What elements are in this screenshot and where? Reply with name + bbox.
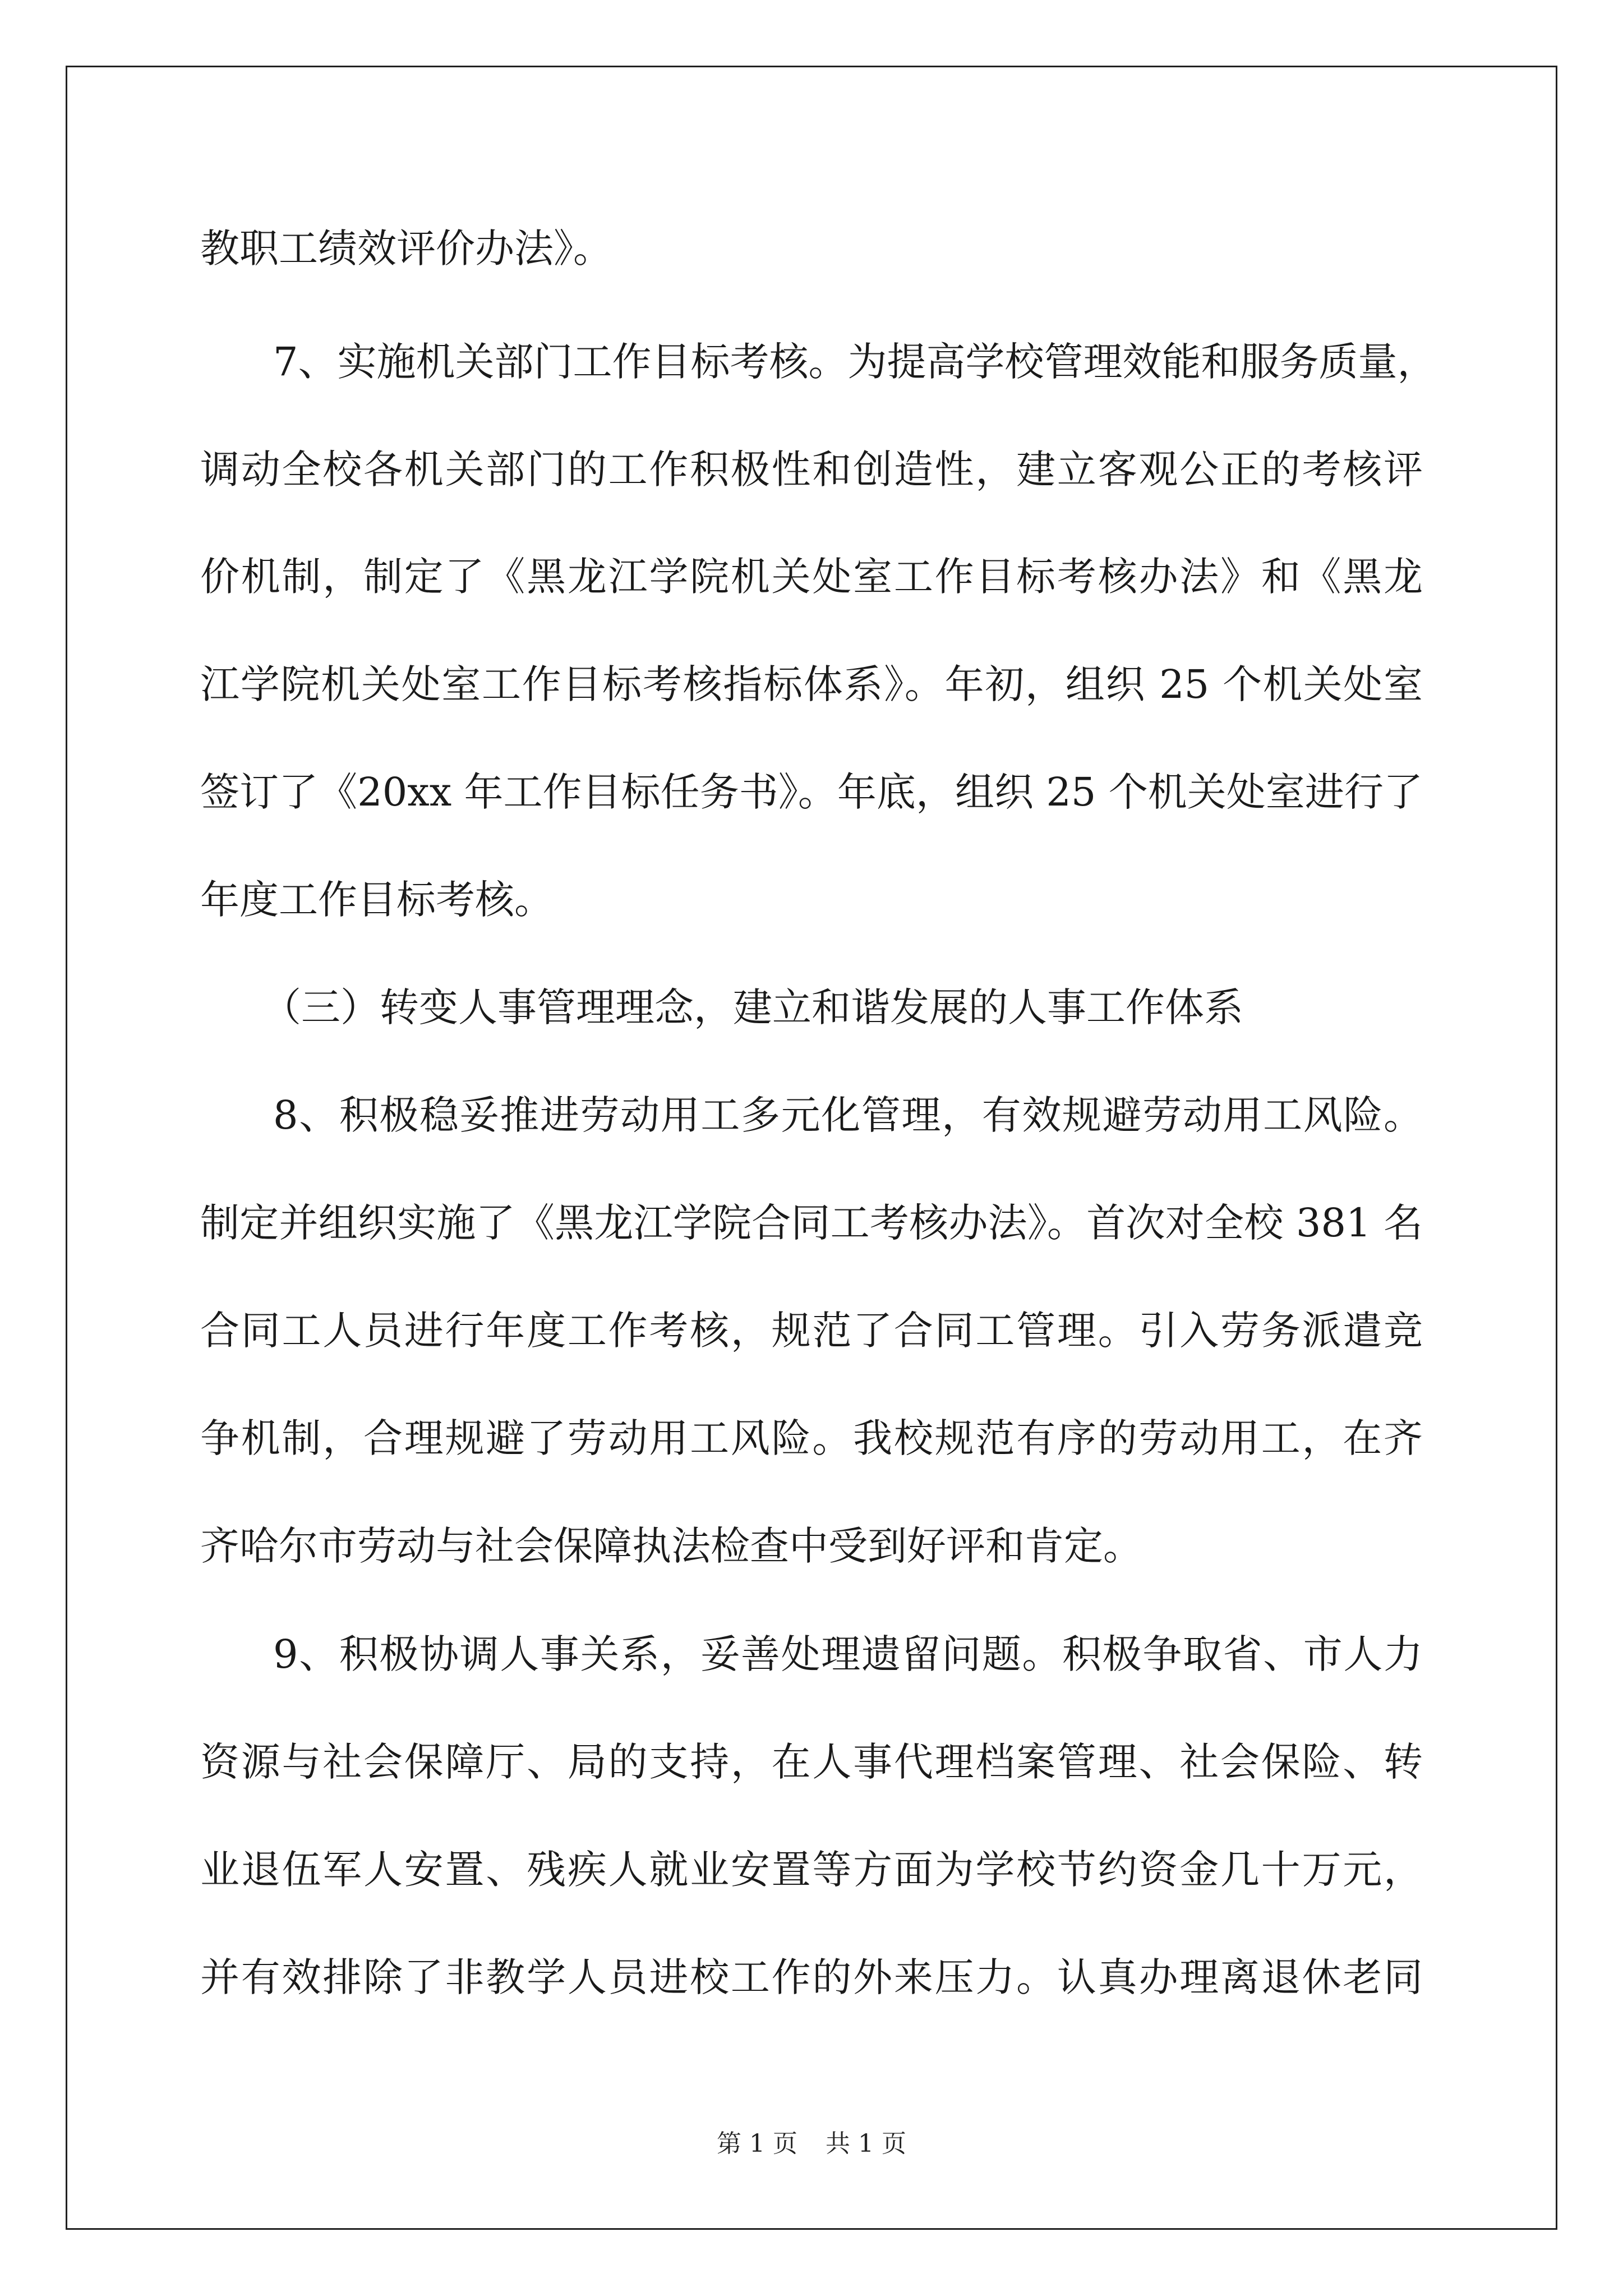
text-line: 资源与社会保障厅、局的支持，在人事代理档案管理、社会保险、转 — [200, 1739, 1423, 1785]
page-total: 共 1 页 — [826, 2129, 906, 2158]
text-line: 价机制，制定了《黑龙江学院机关处室工作目标考核办法》和《黑龙 — [200, 554, 1423, 600]
text-line: 教职工绩效评价办法》。 — [200, 226, 612, 272]
section-heading: （三）转变人事管理理念，建立和谐发展的人事工作体系 — [262, 984, 1243, 1030]
text-line: 制定并组织实施了《黑龙江学院合同工考核办法》。首次对全校 381 名 — [200, 1200, 1423, 1246]
paragraph-8-start: 8、积极稳妥推进劳动用工多元化管理，有效规避劳动用工风险。 — [273, 1092, 1423, 1138]
text-line: 齐哈尔市劳动与社会保障执法检查中受到好评和肯定。 — [200, 1523, 1142, 1569]
text-line: 争机制，合理规避了劳动用工风险。我校规范有序的劳动用工，在齐 — [200, 1415, 1423, 1461]
text-line: 业退伍军人安置、残疾人就业安置等方面为学校节约资金几十万元， — [200, 1847, 1423, 1893]
text-line: 并有效排除了非教学人员进校工作的外来压力。认真办理离退休老同 — [200, 1954, 1423, 2000]
page-footer — [0, 2127, 1623, 2161]
text-line: 签订了《20xx 年工作目标任务书》。年底，组织 25 个机关处室进行了 — [200, 769, 1423, 815]
text-line: 调动全校各机关部门的工作积极性和创造性，建立客观公正的考核评 — [200, 447, 1423, 493]
paragraph-9-start: 9、积极协调人事关系，妥善处理遗留问题。积极争取省、市人力 — [273, 1631, 1423, 1677]
page-number: 第 1 页 — [717, 2129, 797, 2158]
text-line: 江学院机关处室工作目标考核指标体系》。年初，组织 25 个机关处室 — [200, 661, 1423, 707]
text-line: 合同工人员进行年度工作考核，规范了合同工管理。引入劳务派遣竞 — [200, 1308, 1423, 1354]
paragraph-7-start: 7、实施机关部门工作目标考核。为提高学校管理效能和服务质量， — [273, 339, 1437, 385]
text-line: 年度工作目标考核。 — [200, 877, 554, 923]
